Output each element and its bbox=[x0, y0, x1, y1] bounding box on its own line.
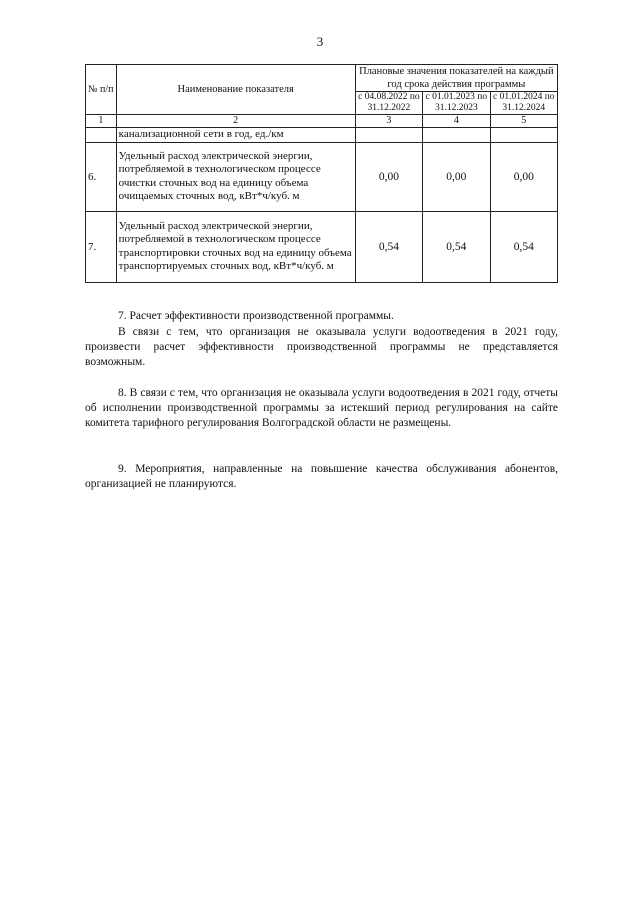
cell-empty bbox=[355, 128, 422, 143]
index-cell: 3 bbox=[355, 115, 422, 128]
page-number: 3 bbox=[316, 34, 324, 49]
section-8-paragraph: 8. В связи с тем, что организация не оказывала услуги водоотведения в 2021 году, отчеты об исполнении производственной программы за истекший период регулирования на сайте комитета тарифного регулирования Волгоградской области не размещены. bbox=[85, 387, 558, 429]
header-name: Наименование показателя bbox=[116, 65, 355, 115]
table-header-row bbox=[86, 65, 558, 92]
indicator-name: Удельный расход электрической энергии, потребляемой в технологическом процессе транспортировки сточных вод на единицу объема транспортируемых сточных вод, кВт*ч/куб. м bbox=[116, 211, 355, 282]
table-row bbox=[86, 211, 558, 282]
header-period-1: с 04.08.2022 по 31.12.2022 bbox=[355, 92, 422, 115]
header-num: № п/п bbox=[86, 65, 117, 115]
table-row-continuation bbox=[86, 128, 558, 143]
cell-empty bbox=[423, 128, 490, 143]
header-period-2: с 01.01.2023 по 31.12.2023 bbox=[423, 92, 490, 115]
index-cell: 2 bbox=[116, 115, 355, 128]
header-period-3: с 01.01.2024 по 31.12.2024 bbox=[490, 92, 557, 115]
table-row bbox=[86, 142, 558, 211]
index-cell: 4 bbox=[423, 115, 490, 128]
header-planned-values: Плановые значения показателей на каждый год срока действия программы bbox=[355, 65, 557, 92]
value-cell: 0,00 bbox=[423, 142, 490, 211]
value-cell: 0,00 bbox=[355, 142, 422, 211]
index-cell: 5 bbox=[490, 115, 557, 128]
section-7-body: В связи с тем, что организация не оказывала услуги водоотведения в 2021 году, произвести расчет эффективности производственной программы не представляется возможным. bbox=[85, 326, 558, 368]
value-cell: 0,54 bbox=[423, 211, 490, 282]
row-number: 7. bbox=[86, 211, 117, 282]
value-cell: 0,00 bbox=[490, 142, 557, 211]
section-7-title: 7. Расчет эффективности производственной программы. bbox=[118, 310, 394, 322]
cell-empty bbox=[490, 128, 557, 143]
indicator-name: Удельный расход электрической энергии, потребляемой в технологическом процессе очистки сточных вод на единицу объема очищаемых сточных вод, кВт*ч/куб. м bbox=[116, 142, 355, 211]
continuation-text: канализационной сети в год, ед./км bbox=[116, 128, 355, 143]
section-9-paragraph: 9. Мероприятия, направленные на повышение качества обслуживания абонентов, организацией не планируются. bbox=[85, 463, 558, 490]
indicators-table bbox=[85, 64, 558, 283]
index-cell: 1 bbox=[86, 115, 117, 128]
cell-empty bbox=[86, 128, 117, 143]
row-number: 6. bbox=[86, 142, 117, 211]
table-index-row bbox=[86, 115, 558, 128]
value-cell: 0,54 bbox=[490, 211, 557, 282]
value-cell: 0,54 bbox=[355, 211, 422, 282]
